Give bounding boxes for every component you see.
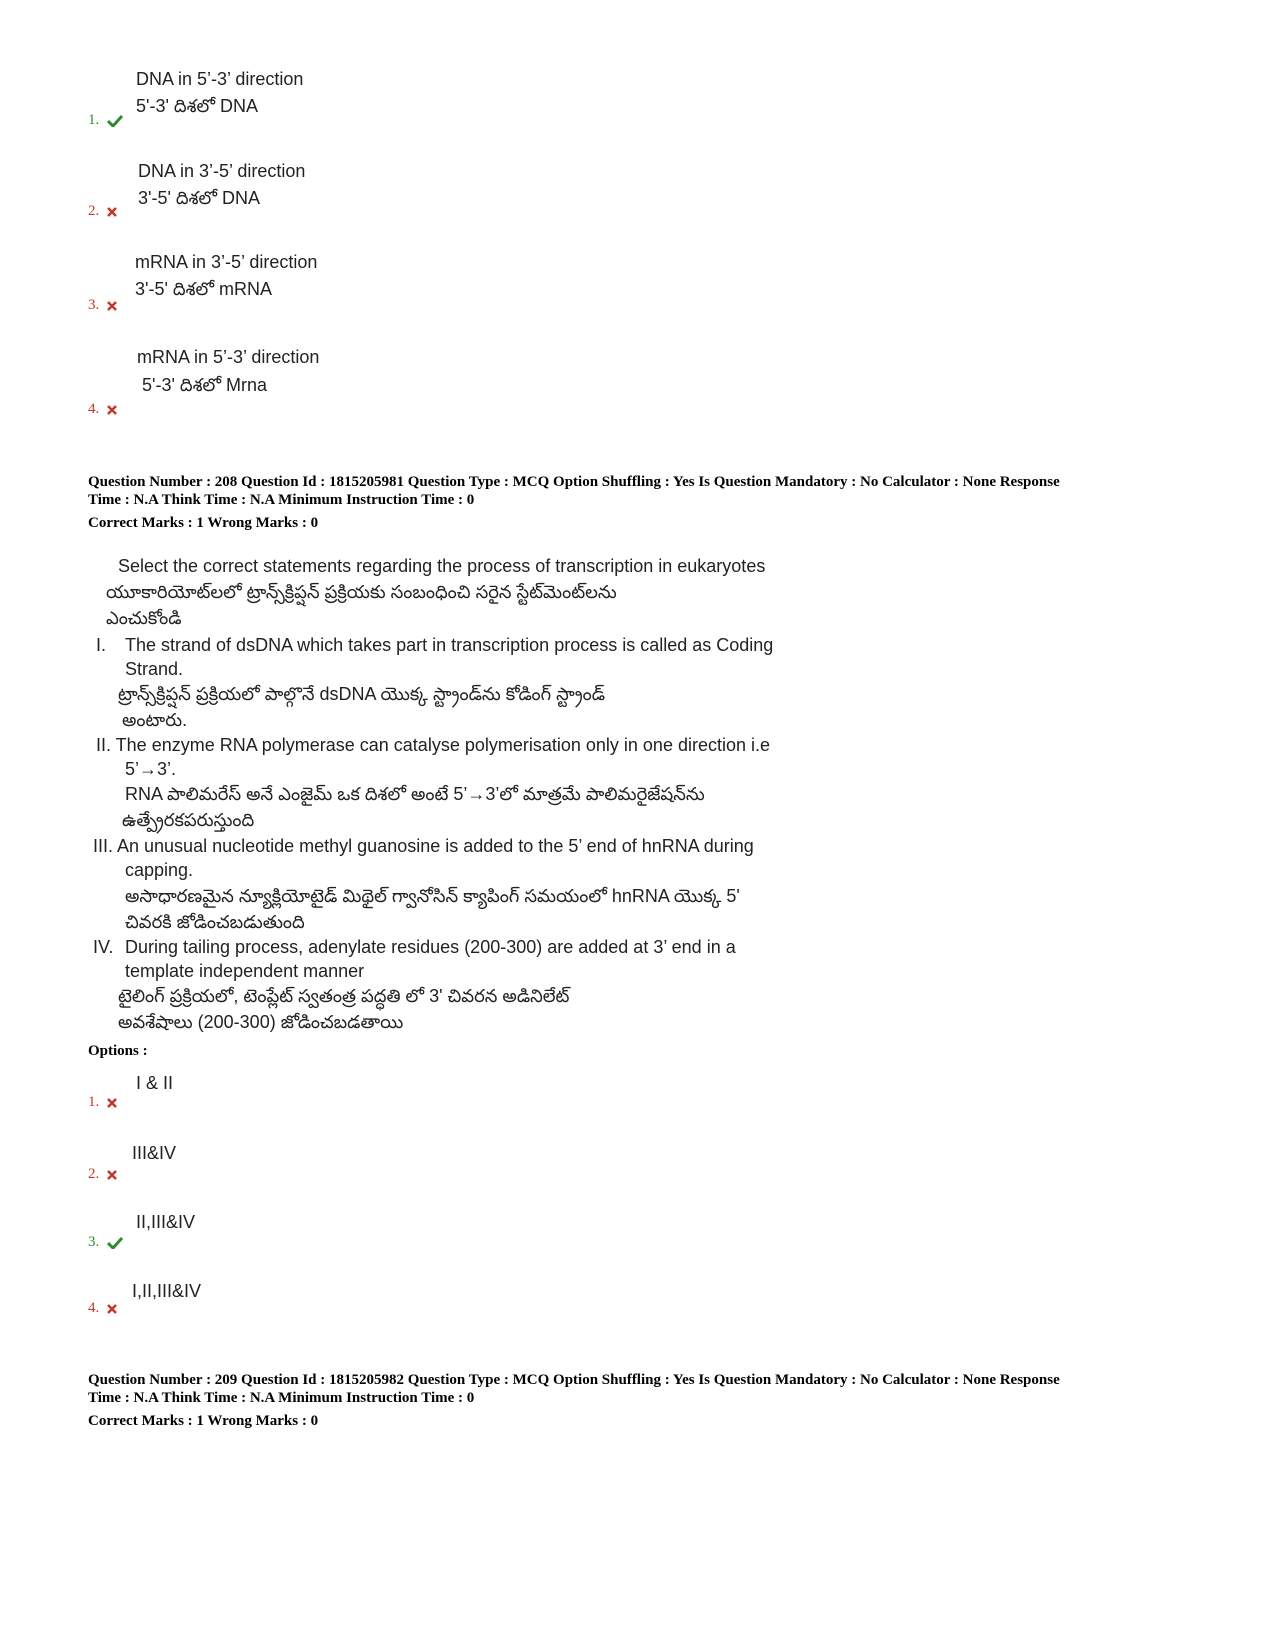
cross-icon (107, 207, 117, 217)
check-icon (107, 1237, 123, 1249)
question-marks: Correct Marks : 1 Wrong Marks : 0 (88, 515, 319, 531)
question-stem-telugu: యూకారియోట్‌లలో ట్రాన్స్‌క్రిప్షన్ ప్రక్రియకు సంబంధించి సరైన స్టేట్‌మెంట్‌లను (106, 582, 617, 602)
statement-text-telugu: అంటారు. (122, 710, 188, 730)
question-marks: Correct Marks : 1 Wrong Marks : 0 (88, 1413, 319, 1429)
question-meta: Time : N.A Think Time : N.A Minimum Instruction Time : 0 (88, 1390, 475, 1406)
cross-icon (107, 1304, 117, 1314)
statement-text: During tailing process, adenylate residues (200-300) are added at 3’ end in a (125, 937, 736, 957)
option-text-line: 5'-3' దిశలో DNA (136, 96, 259, 116)
statement-text-telugu: అవశేషాలు (200-300) జోడించబడతాయి (118, 1012, 404, 1032)
question-meta: Time : N.A Think Time : N.A Minimum Instruction Time : 0 (88, 492, 475, 508)
option-text-line: 3'-5' దిశలో mRNA (135, 279, 273, 299)
option-text: I & II (136, 1073, 174, 1093)
option-text: I,II,III&IV (132, 1281, 202, 1301)
statement-text: The strand of dsDNA which takes part in transcription process is called as Coding (125, 635, 774, 655)
statement-text-telugu: RNA పాలిమరేస్ అనే ఎంజైమ్ ఒక దిశలో అంటే 5’→3’లో మాత్రమే పాలిమరైజేషన్‌ను (125, 784, 705, 804)
statement-text-telugu: టైలింగ్ ప్రక్రియలో, టెంప్లేట్ స్వతంత్ర పద్ధతి లో 3' చివరన అడినిలేట్ (118, 986, 570, 1006)
statement-text-telugu: ఉత్ప్రేరకపరుస్తుంది (122, 810, 255, 830)
option-number: 3. (88, 297, 117, 314)
option-number: 4. (88, 1300, 117, 1317)
option-text-line: DNA in 5’-3’ direction (136, 69, 304, 89)
statement-text-telugu: చివరకి జోడించబడుతుంది (125, 912, 305, 932)
option-number: 1. (88, 112, 123, 129)
cross-icon (107, 405, 117, 415)
option-text: II,III&IV (136, 1212, 196, 1232)
statement-text: capping. (125, 860, 194, 880)
statement-number: IV. (93, 937, 114, 957)
options-label: Options : (88, 1043, 148, 1059)
question-meta: Question Number : 209 Question Id : 1815205982 Question Type : MCQ Option Shuffling : Yes Is Question Mandatory : No Calculator : None Response (88, 1372, 1060, 1388)
option-number: 4. (88, 401, 117, 418)
statement-text: II. The enzyme RNA polymerase can catalyse polymerisation only in one direction i.e (96, 735, 770, 755)
option-text-line: DNA in 3’-5’ direction (138, 161, 306, 181)
statement-number: I. (96, 635, 107, 655)
cross-icon (107, 1098, 117, 1108)
question-stem: Select the correct statements regarding the process of transcription in eukaryotes (118, 556, 766, 576)
option-number: 3. (88, 1234, 123, 1251)
option-text: III&IV (132, 1143, 177, 1163)
option-number: 1. (88, 1094, 117, 1111)
option-number: 2. (88, 203, 117, 220)
option-text-line: 5'-3' దిశలో Mrna (142, 375, 268, 395)
statement-text: Strand. (125, 659, 184, 679)
option-number: 2. (88, 1166, 117, 1183)
option-text-line: mRNA in 3’-5’ direction (135, 252, 318, 272)
option-text-line: mRNA in 5’-3’ direction (137, 347, 320, 367)
statement-text: 5’→3’. (125, 759, 177, 779)
question-stem-telugu: ఎంచుకోండి (106, 608, 182, 628)
statement-text-telugu: అసాధారణమైన న్యూక్లియోటైడ్ మిథైల్ గ్వానోసిన్ క్యాపింగ్ సమయంలో hnRNA యొక్క 5' (125, 886, 740, 906)
statement-text: III. An unusual nucleotide methyl guanosine is added to the 5’ end of hnRNA during (93, 836, 754, 856)
statement-text: template independent manner (125, 961, 365, 981)
check-icon (107, 115, 123, 127)
cross-icon (107, 1170, 117, 1180)
statement-text-telugu: ట్రాన్స్‌క్రిప్షన్ ప్రక్రియలో పాల్గొనే dsDNA యొక్క స్ట్రాండ్‌ను కోడింగ్ స్ట్రాండ్ (118, 684, 606, 704)
option-text-line: 3'-5' దిశలో DNA (138, 188, 261, 208)
question-meta: Question Number : 208 Question Id : 1815205981 Question Type : MCQ Option Shuffling : Yes Is Question Mandatory : No Calculator : None Response (88, 474, 1060, 490)
cross-icon (107, 301, 117, 311)
